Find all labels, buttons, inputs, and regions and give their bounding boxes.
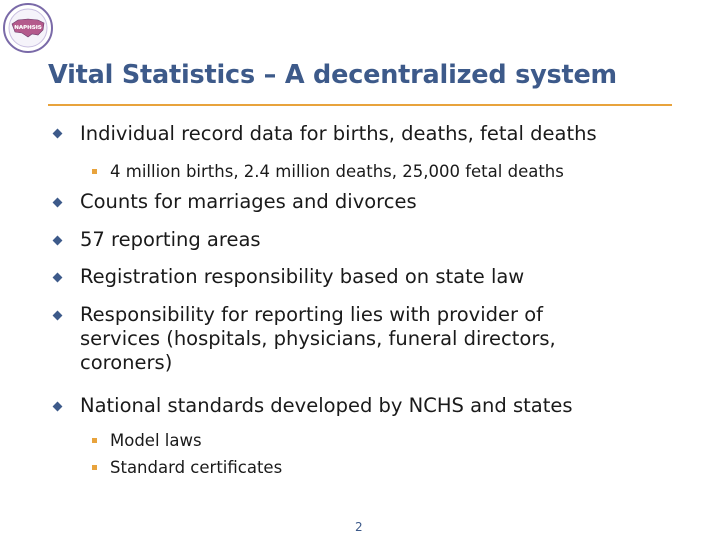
sub-bullet-item: Standard certificates: [110, 458, 283, 477]
sub-bullet-item: 4 million births, 2.4 million deaths, 25,000 fetal deaths: [110, 162, 564, 181]
logo-text: NAPHSIS: [14, 25, 42, 31]
sub-bullet-item: Model laws: [110, 431, 202, 450]
bullet-item: National standards developed by NCHS and states: [80, 394, 573, 417]
sub-bullet-square-icon: [92, 169, 97, 174]
bullet-item-line: Responsibility for reporting lies with provider of: [80, 303, 544, 326]
bullet-diamond-icon: [53, 311, 63, 321]
bullet-item: Registration responsibility based on state law: [80, 265, 525, 288]
slide-title: Vital Statistics – A decentralized system: [48, 60, 617, 90]
bullet-item: Individual record data for births, deaths, fetal deaths: [80, 122, 597, 145]
organization-logo: [2, 2, 54, 54]
bullet-item-line: services (hospitals, physicians, funeral directors,: [80, 327, 556, 350]
sub-bullet-square-icon: [92, 465, 97, 470]
bullet-diamond-icon: [53, 236, 63, 246]
bullet-diamond-icon: [53, 129, 63, 139]
bullet-item-line: coroners): [80, 351, 173, 374]
bullet-diamond-icon: [53, 198, 63, 208]
bullet-item: Counts for marriages and divorces: [80, 190, 417, 213]
bullet-item: 57 reporting areas: [80, 228, 261, 251]
title-divider: [48, 104, 672, 106]
sub-bullet-square-icon: [92, 438, 97, 443]
bullet-diamond-icon: [53, 273, 63, 283]
page-number: 2: [355, 520, 363, 534]
bullet-diamond-icon: [53, 402, 63, 412]
